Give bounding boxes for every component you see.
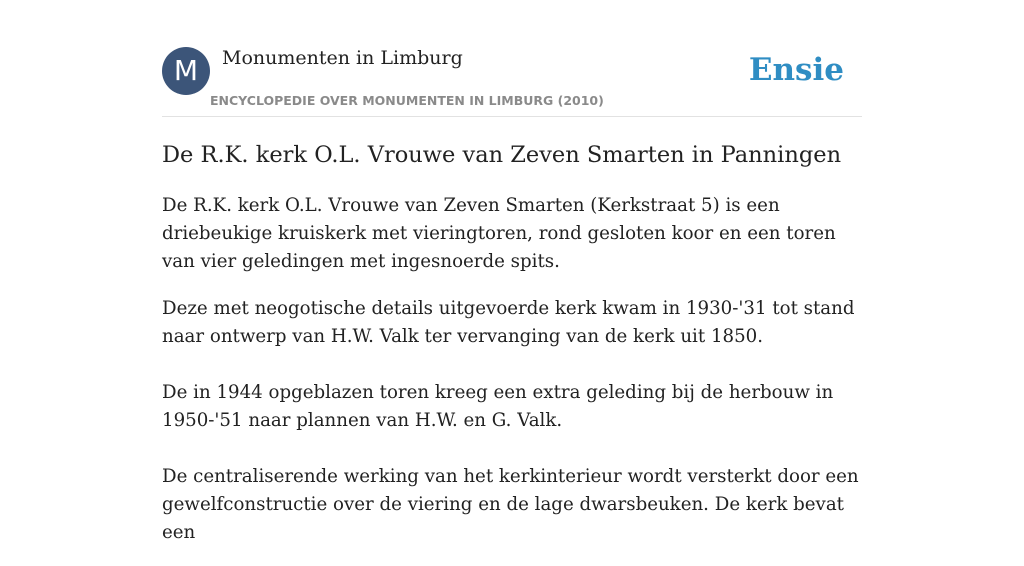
article-paragraph: De R.K. kerk O.L. Vrouwe van Zeven Smarten (Kerkstraat 5) is een driebeukige kruiskerk met vieringtoren, rond gesloten koor en een toren van vier geledingen met ingesnoerde spits. — [162, 195, 836, 272]
brand-logo[interactable]: Ensie — [748, 52, 844, 88]
article-paragraph: De centraliserende werking van het kerkinterieur wordt versterkt door een gewelfconstructie over de viering en de lage dwarsbeuken. De kerk bevat een — [162, 466, 859, 543]
article-title: De R.K. kerk O.L. Vrouwe van Zeven Smarten in Panningen — [162, 142, 842, 168]
article-paragraph: Deze met neogotische details uitgevoerde kerk kwam in 1930-'31 tot stand naar ontwerp van H.W. Valk ter vervanging van de kerk uit 1850. — [162, 298, 855, 347]
article-paragraph: De in 1944 opgeblazen toren kreeg een extra geleding bij de herbouw in 1950-'51 naar plannen van H.W. en G. Valk. — [162, 382, 834, 431]
source-subtitle: ENCYCLOPEDIE OVER MONUMENTEN IN LIMBURG (2010) — [210, 93, 604, 108]
source-header — [162, 46, 862, 117]
avatar[interactable]: M — [162, 47, 210, 95]
source-title[interactable]: Monumenten in Limburg — [222, 47, 463, 69]
article-body — [162, 192, 862, 566]
